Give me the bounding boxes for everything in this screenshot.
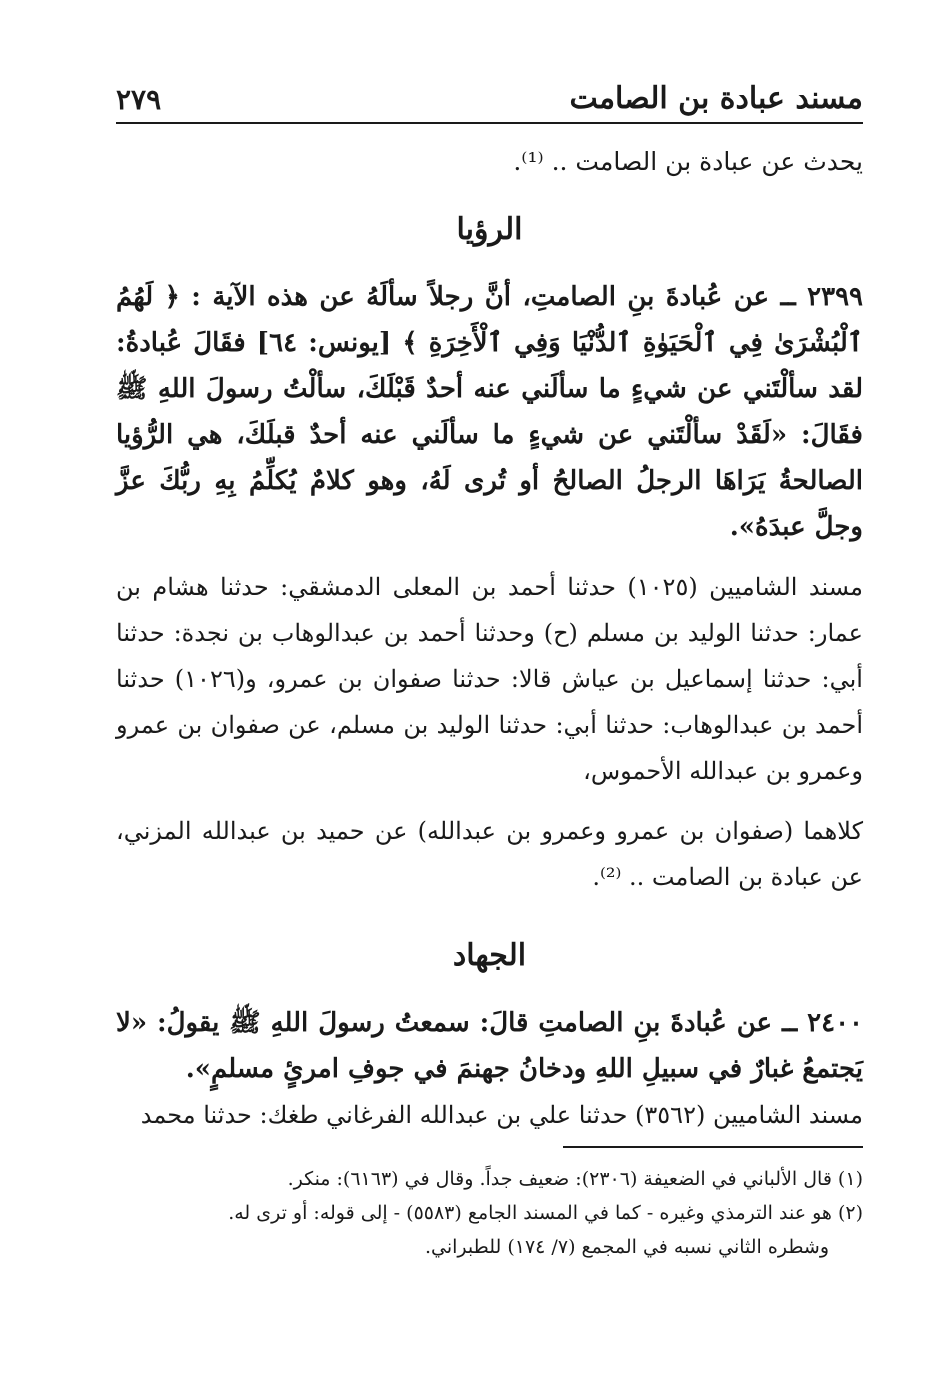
page-header xyxy=(116,78,863,124)
running-title: مسند عبادة بن الصامت xyxy=(569,81,863,116)
hadith-2399: ٢٣٩٩ ــ عن عُبادةَ بنِ الصامتِ، أنَّ رجلاً سألَهُ عن هذه الآية : ﴿ لَهُمُ ٱلْبُشْرَىٰ فِي ٱلْحَيَوٰةِ ٱلدُّنْيَا وَفِي ٱلْأَخِرَةِ ﴾ [يونس: ٦٤] فقَالَ عُبادةُ: لقد سألْتَني عن شيءٍ ما سألَني عنه أحدٌ قَبْلَكَ، سألْتُ رسولَ اللهِ ﷺ فقَالَ: «لَقَدْ سألْتَني عن شيءٍ ما سألَني عنه أحدٌ قبلَكَ، هي الرُّؤيا الصالحةُ يَرَاهَا الرجلُ الصالحُ أو تُرى لَهُ، وهو كلامٌ يُكلِّمُ بِهِ ربُّكَ عزَّ وجلَّ عبدَهُ». xyxy=(116,282,863,542)
section-title-dreams: الرؤيا xyxy=(456,212,523,247)
footnote-1: (١) قال الألباني في الضعيفة (٢٣٠٦): ضعيف جداً. وقال في (٦١٦٣): منكر. xyxy=(287,1168,863,1190)
section-title-jihad: الجهاد xyxy=(452,938,527,973)
page-body xyxy=(116,138,863,1138)
isnad-2399-a: مسند الشاميين (١٠٢٥) حدثنا أحمد بن المعلى الدمشقي: حدثنا هشام بن عمار: حدثنا الوليد بن مسلم (ح) وحدثنا أحمد بن عبدالوهاب بن نجدة: حدثنا أبي: حدثنا إسماعيل بن عياش قالا: حدثنا صفوان بن عمرو، و(١٠٢٦) حدثنا أحمد بن عبدالوهاب: حدثنا أبي: حدثنا الوليد بن مسلم، عن صفوان بن عمرو وعمرو بن عبدالله الأحموس، xyxy=(116,573,863,785)
isnad-2400: مسند الشاميين (٣٥٦٢) حدثنا علي بن عبدالله الفرغاني طغك: حدثنا محمد xyxy=(140,1101,863,1129)
opening-line: يحدث عن عبادة بن الصامت .. ⁽¹⁾. xyxy=(513,147,863,176)
hadith-2400: ٢٤٠٠ ــ عن عُبادةَ بنِ الصامتِ قالَ: سمعتُ رسولَ اللهِ ﷺ يقولُ: «لا يَجتمعُ غبارٌ في سبيلِ اللهِ ودخانُ جهنمَ في جوفِ امرئٍ مسلمٍ». xyxy=(116,1008,863,1084)
footnote-separator xyxy=(563,1146,863,1148)
footnote-2: (٢) هو عند الترمذي وغيره - كما في المسند الجامع (٥٥٨٣) - إلى قوله: أو ترى له. xyxy=(228,1202,863,1224)
footnotes xyxy=(116,1162,863,1264)
footnote-2-continued: وشطره الثاني نسبه في المجمع (٧/ ١٧٤) للطبراني. xyxy=(424,1236,829,1258)
page-number: ٢٧٩ xyxy=(116,83,162,116)
isnad-2399-b: كلاهما (صفوان بن عمرو وعمرو بن عبدالله) عن حميد بن عبدالله المزني، عن عبادة بن الصامت .. ⁽²⁾. xyxy=(116,817,863,891)
